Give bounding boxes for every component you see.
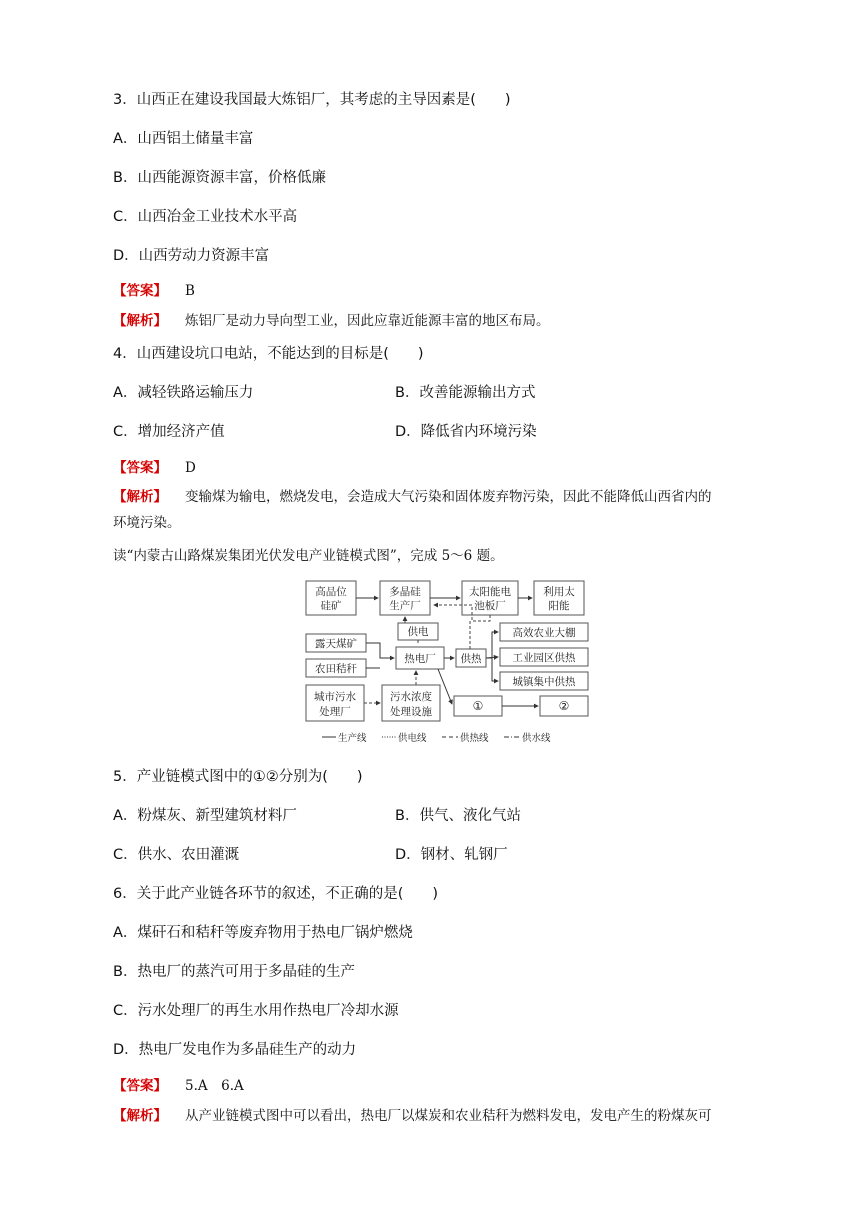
answer-value: D <box>185 460 196 476</box>
label-circle-2: ② <box>558 699 570 713</box>
label-industrial-heat: 工业园区供热 <box>512 652 576 664</box>
q6-option-a: A．煤矸石和秸秆等废弃物用于热电厂锅炉燃烧 <box>113 925 413 941</box>
analysis-tag: 【解析】 <box>113 1108 167 1124</box>
label-b3-line2: 池板厂 <box>474 600 506 612</box>
q5-option-b: B．供气、液化气站 <box>395 808 521 824</box>
label-b4-line1: 利用太 <box>543 586 575 598</box>
q4-option-b: B．改善能源输出方式 <box>395 385 536 401</box>
q4-option-a: A．减轻铁路运输压力 <box>113 385 254 401</box>
q3-option-b: B．山西能源资源丰富，价格低廉 <box>113 170 326 186</box>
q4-option-c: C．增加经济产值 <box>113 424 225 440</box>
q56-answer <box>113 1074 244 1094</box>
q3-option-d: D．山西劳动力资源丰富 <box>113 248 270 264</box>
q3-option-a: A．山西铝土储量丰富 <box>113 131 254 147</box>
label-greenhouse: 高效农业大棚 <box>512 627 576 639</box>
industry-chain-diagram <box>292 575 592 747</box>
label-sewage-facility-line1: 污水浓度 <box>390 691 432 703</box>
label-b3-line1: 太阳能电 <box>469 586 511 598</box>
legend-power: 供电线 <box>398 733 427 744</box>
label-sewage-facility-line2: 处理设施 <box>390 706 432 718</box>
q3-option-c: C．山西冶金工业技术水平高 <box>113 209 298 225</box>
analysis-text: 变输煤为输电，燃烧发电，会造成大气污染和固体废弃物污染，因此不能降低山西省内的 <box>185 489 712 505</box>
label-power-supply: 供电 <box>407 626 429 638</box>
legend-heat: 供热线 <box>460 733 489 744</box>
label-b2-line1: 多晶硅 <box>389 586 421 598</box>
legend-production: 生产线 <box>338 733 367 744</box>
q6-option-c: C．污水处理厂的再生水用作热电厂冷却水源 <box>113 1003 399 1019</box>
answer-tag: 【答案】 <box>113 283 167 299</box>
analysis-text: 从产业链模式图中可以看出，热电厂以煤炭和农业秸秆为燃料发电，发电产生的粉煤灰可 <box>185 1108 712 1124</box>
label-sewage-plant-line2: 处理厂 <box>319 706 351 718</box>
q3-answer <box>113 279 195 299</box>
label-open-pit-mine: 露天煤矿 <box>315 638 357 650</box>
label-b2-line2: 生产厂 <box>389 600 421 612</box>
label-heat-supply: 供热 <box>460 653 482 665</box>
label-thermal-plant: 热电厂 <box>404 653 436 665</box>
q3-analysis <box>113 309 550 329</box>
q6-option-b: B．热电厂的蒸汽可用于多晶硅的生产 <box>113 964 355 980</box>
q5-option-a: A．粉煤灰、新型建筑材料厂 <box>113 808 297 824</box>
q6-option-d: D．热电厂发电作为多晶硅生产的动力 <box>113 1042 357 1058</box>
q5-option-d: D．钢材、轧钢厂 <box>395 847 508 863</box>
analysis-tag: 【解析】 <box>113 489 167 505</box>
label-sewage-plant-line1: 城市污水 <box>314 691 356 703</box>
q5-stem: 5．产业链模式图中的①②分别为( ) <box>113 769 363 785</box>
q3-stem: 3．山西正在建设我国最大炼铝厂，其考虑的主导因素是( ) <box>113 92 511 108</box>
label-b1-line2: 硅矿 <box>320 600 342 612</box>
label-town-heat: 城镇集中供热 <box>512 676 576 688</box>
q6-stem: 6．关于此产业链各环节的叙述，不正确的是( ) <box>113 886 439 902</box>
label-b4-line2: 阳能 <box>548 600 570 612</box>
label-straw: 农田秸秆 <box>315 663 357 675</box>
answer-value: B <box>185 283 195 299</box>
q4-analysis-cont: 环境污染。 <box>113 515 181 531</box>
q4-stem: 4．山西建设坑口电站，不能达到的目标是( ) <box>113 346 424 362</box>
answer-value: 5.A 6.A <box>185 1078 244 1094</box>
label-b1-line1: 高品位 <box>315 586 347 598</box>
q5-option-c: C．供水、农田灌溉 <box>113 847 240 863</box>
answer-tag: 【答案】 <box>113 1078 167 1094</box>
legend-water: 供水线 <box>522 733 551 744</box>
label-circle-1: ① <box>472 699 484 713</box>
analysis-text: 炼铝厂是动力导向型工业，因此应靠近能源丰富的地区布局。 <box>185 313 550 329</box>
intro-text: 读“内蒙古山路煤炭集团光伏发电产业链模式图”，完成 5～6 题。 <box>113 548 504 564</box>
q4-answer <box>113 456 196 476</box>
analysis-tag: 【解析】 <box>113 313 167 329</box>
q4-analysis <box>113 485 712 505</box>
answer-tag: 【答案】 <box>113 460 167 476</box>
q4-option-d: D．降低省内环境污染 <box>395 424 537 440</box>
q56-analysis <box>113 1104 712 1124</box>
